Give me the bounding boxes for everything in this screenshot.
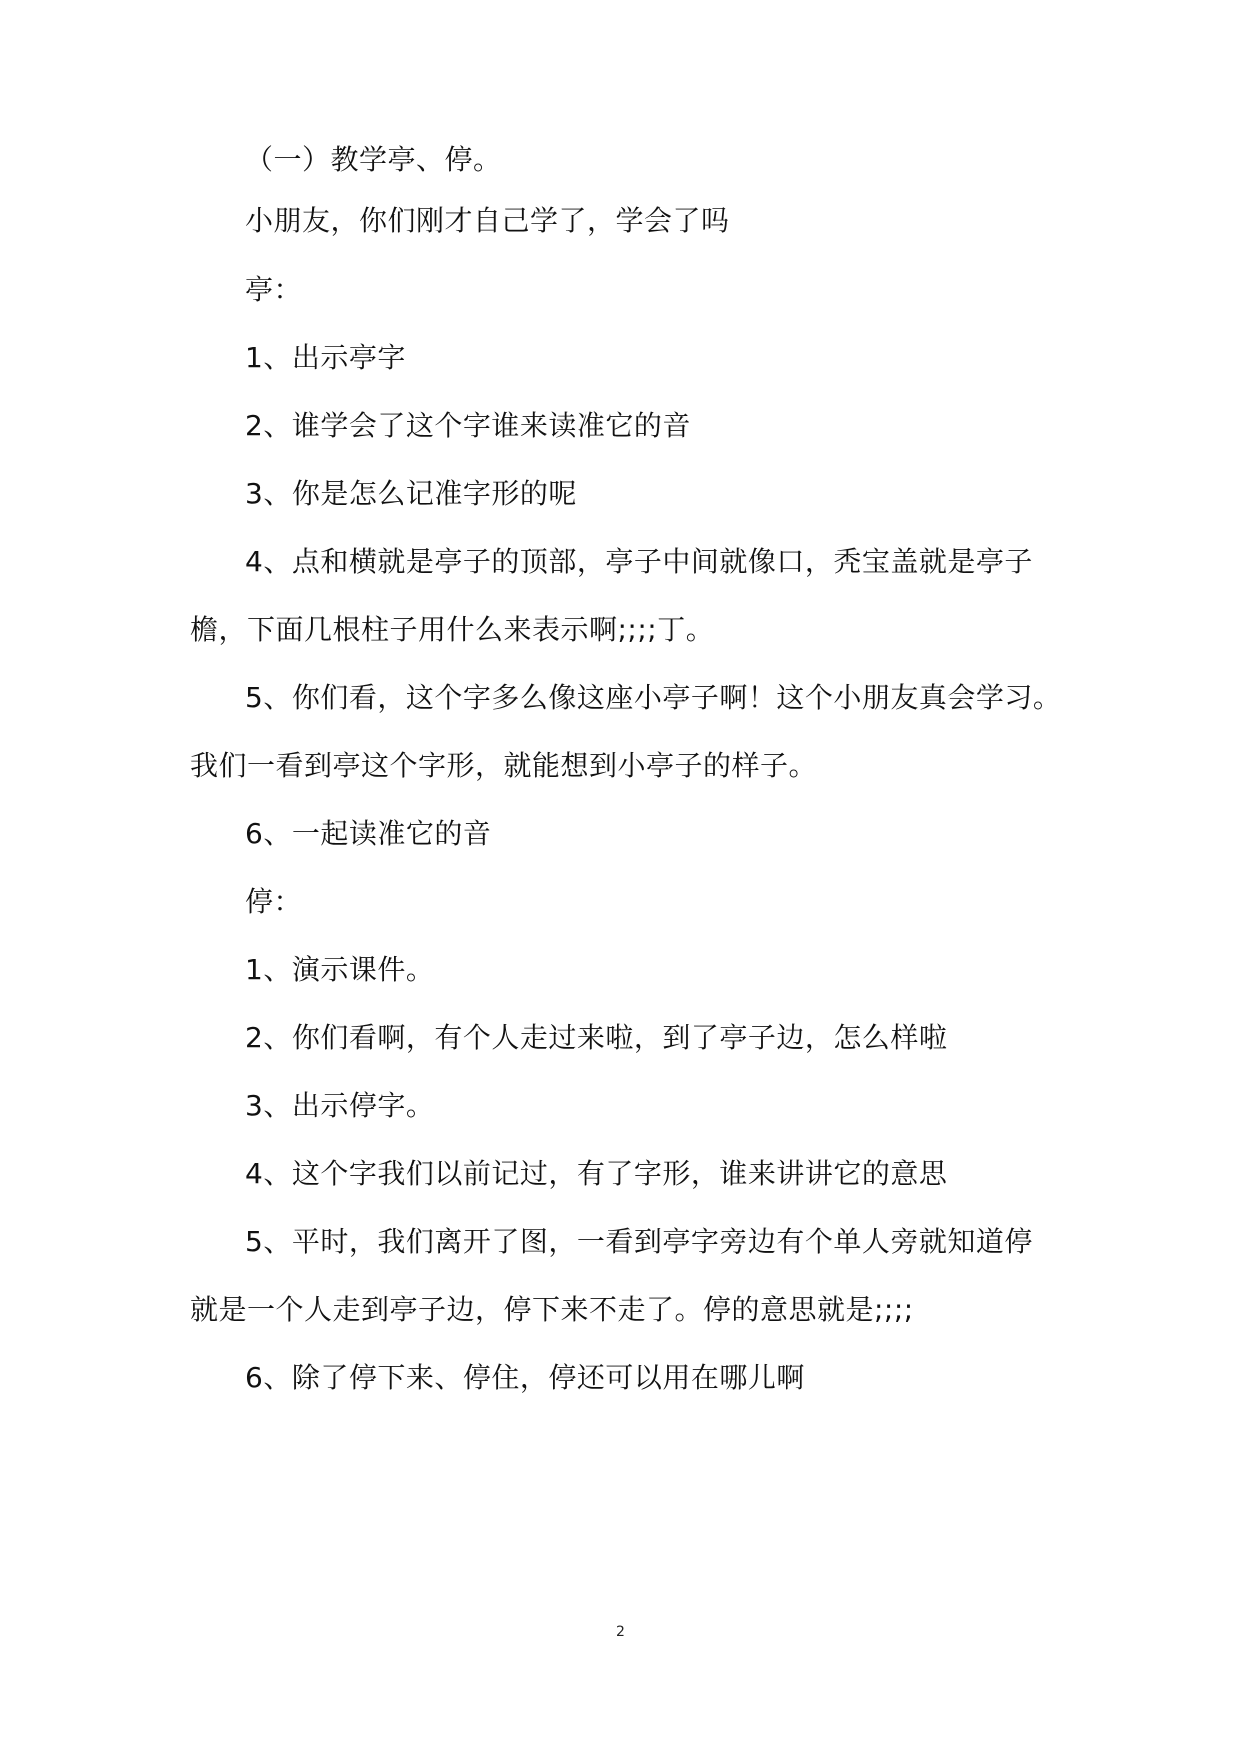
list-item: 6、除了停下来、停住，停还可以用在哪儿啊 — [245, 1361, 805, 1394]
section-heading: （一）教学亭、停。 — [245, 143, 502, 176]
list-item: 3、出示停字。 — [245, 1089, 435, 1122]
page-number: 2 — [616, 1624, 625, 1640]
list-item: 6、一起读准它的音 — [245, 817, 492, 850]
list-item: 4、点和横就是亭子的顶部，亭子中间就像口，秃宝盖就是亭子 — [245, 545, 1033, 578]
list-item: 2、你们看啊，有个人走过来啦，到了亭子边，怎么样啦 — [245, 1021, 948, 1054]
list-item: 4、这个字我们以前记过，有了字形，谁来讲讲它的意思 — [245, 1157, 948, 1190]
subheading-ting: 亭： — [245, 273, 303, 306]
list-item: 2、谁学会了这个字谁来读准它的音 — [245, 409, 691, 442]
paragraph-line: 小朋友，你们刚才自己学了，学会了吗 — [245, 204, 730, 237]
list-item-continuation: 我们一看到亭这个字形，就能想到小亭子的样子。 — [190, 749, 818, 782]
subheading-ting2: 停： — [245, 885, 303, 918]
list-item: 1、演示课件。 — [245, 953, 435, 986]
list-item: 1、出示亭字 — [245, 341, 406, 374]
list-item-continuation: 就是一个人走到亭子边，停下来不走了。停的意思就是;;;; — [190, 1293, 914, 1326]
list-item: 5、平时，我们离开了图，一看到亭字旁边有个单人旁就知道停 — [245, 1225, 1033, 1258]
list-item-continuation: 檐，下面几根柱子用什么来表示啊;;;;丁。 — [190, 613, 715, 646]
list-item: 3、你是怎么记准字形的呢 — [245, 477, 577, 510]
list-item: 5、你们看，这个字多么像这座小亭子啊！这个小朋友真会学习。 — [245, 681, 1062, 714]
